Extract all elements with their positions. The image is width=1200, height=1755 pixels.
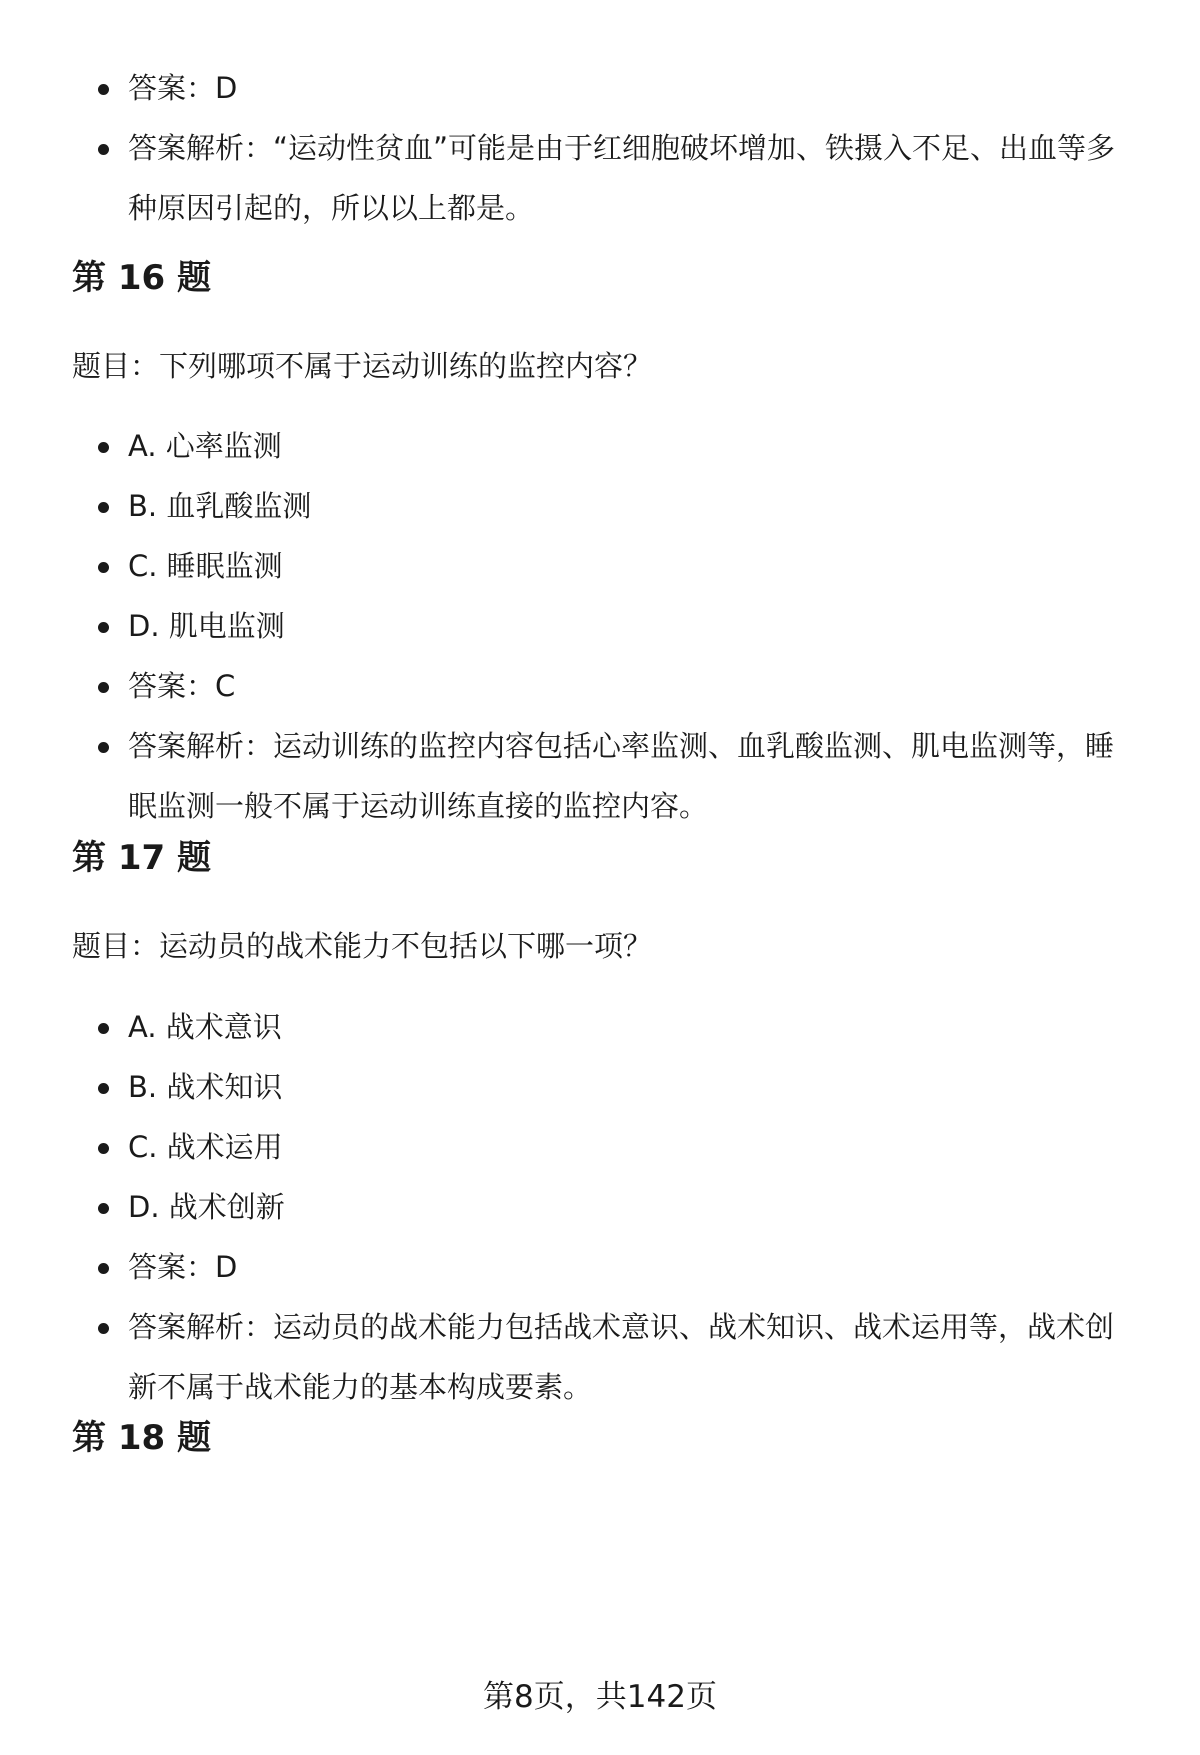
answer-text: 答案：C bbox=[128, 669, 236, 703]
bullet-icon bbox=[98, 1023, 109, 1034]
question-17-options bbox=[72, 997, 1142, 1417]
option-a: A. 战术意识 bbox=[128, 1010, 282, 1044]
q15-continued-list bbox=[72, 58, 1142, 238]
bullet-icon bbox=[98, 502, 109, 513]
option-a: A. 心率监测 bbox=[128, 429, 282, 463]
option-b: B. 血乳酸监测 bbox=[128, 489, 312, 523]
answer-text: 答案：D bbox=[128, 1250, 238, 1284]
explanation-text: 答案解析：“运动性贫血”可能是由于红细胞破坏增加、铁摄入不足、出血等多种原因引起的，所以以上都是。 bbox=[128, 131, 1116, 225]
list-item bbox=[72, 596, 1142, 656]
list-item bbox=[72, 416, 1142, 476]
option-c: C. 睡眠监测 bbox=[128, 549, 283, 583]
list-item bbox=[72, 476, 1142, 536]
bullet-icon bbox=[98, 622, 109, 633]
bullet-icon bbox=[98, 84, 109, 95]
list-item bbox=[72, 1057, 1142, 1117]
option-b: B. 战术知识 bbox=[128, 1070, 283, 1104]
list-item bbox=[72, 1297, 1142, 1417]
question-heading-17: 第 17 题 bbox=[72, 838, 211, 878]
bullet-icon bbox=[98, 742, 109, 753]
list-item bbox=[72, 58, 1142, 118]
list-item bbox=[72, 118, 1142, 238]
bullet-icon bbox=[98, 1263, 109, 1274]
explanation-text: 答案解析：运动员的战术能力包括战术意识、战术知识、战术运用等，战术创新不属于战术能力的基本构成要素。 bbox=[128, 1310, 1115, 1404]
option-d: D. 肌电监测 bbox=[128, 609, 285, 643]
page-number-footer: 第8页，共142页 bbox=[483, 1679, 717, 1715]
list-item bbox=[72, 656, 1142, 716]
bullet-icon bbox=[98, 682, 109, 693]
list-item bbox=[72, 1117, 1142, 1177]
question-heading-16: 第 16 题 bbox=[72, 258, 211, 298]
list-item bbox=[72, 1177, 1142, 1237]
bullet-icon bbox=[98, 1143, 109, 1154]
bullet-icon bbox=[98, 442, 109, 453]
explanation-text: 答案解析：运动训练的监控内容包括心率监测、血乳酸监测、肌电监测等，睡眠监测一般不属于运动训练直接的监控内容。 bbox=[128, 729, 1115, 823]
question-16-options bbox=[72, 416, 1142, 836]
bullet-icon bbox=[98, 562, 109, 573]
question-heading-18: 第 18 题 bbox=[72, 1418, 211, 1458]
bullet-icon bbox=[98, 1083, 109, 1094]
answer-text: 答案：D bbox=[128, 71, 238, 105]
question-stem-17: 题目：运动员的战术能力不包括以下哪一项？ bbox=[72, 929, 653, 963]
list-item bbox=[72, 997, 1142, 1057]
bullet-icon bbox=[98, 1323, 109, 1334]
option-c: C. 战术运用 bbox=[128, 1130, 283, 1164]
bullet-icon bbox=[98, 1203, 109, 1214]
question-stem-16: 题目：下列哪项不属于运动训练的监控内容？ bbox=[72, 349, 653, 383]
list-item bbox=[72, 1237, 1142, 1297]
bullet-icon bbox=[98, 144, 109, 155]
list-item bbox=[72, 536, 1142, 596]
option-d: D. 战术创新 bbox=[128, 1190, 285, 1224]
list-item bbox=[72, 716, 1142, 836]
